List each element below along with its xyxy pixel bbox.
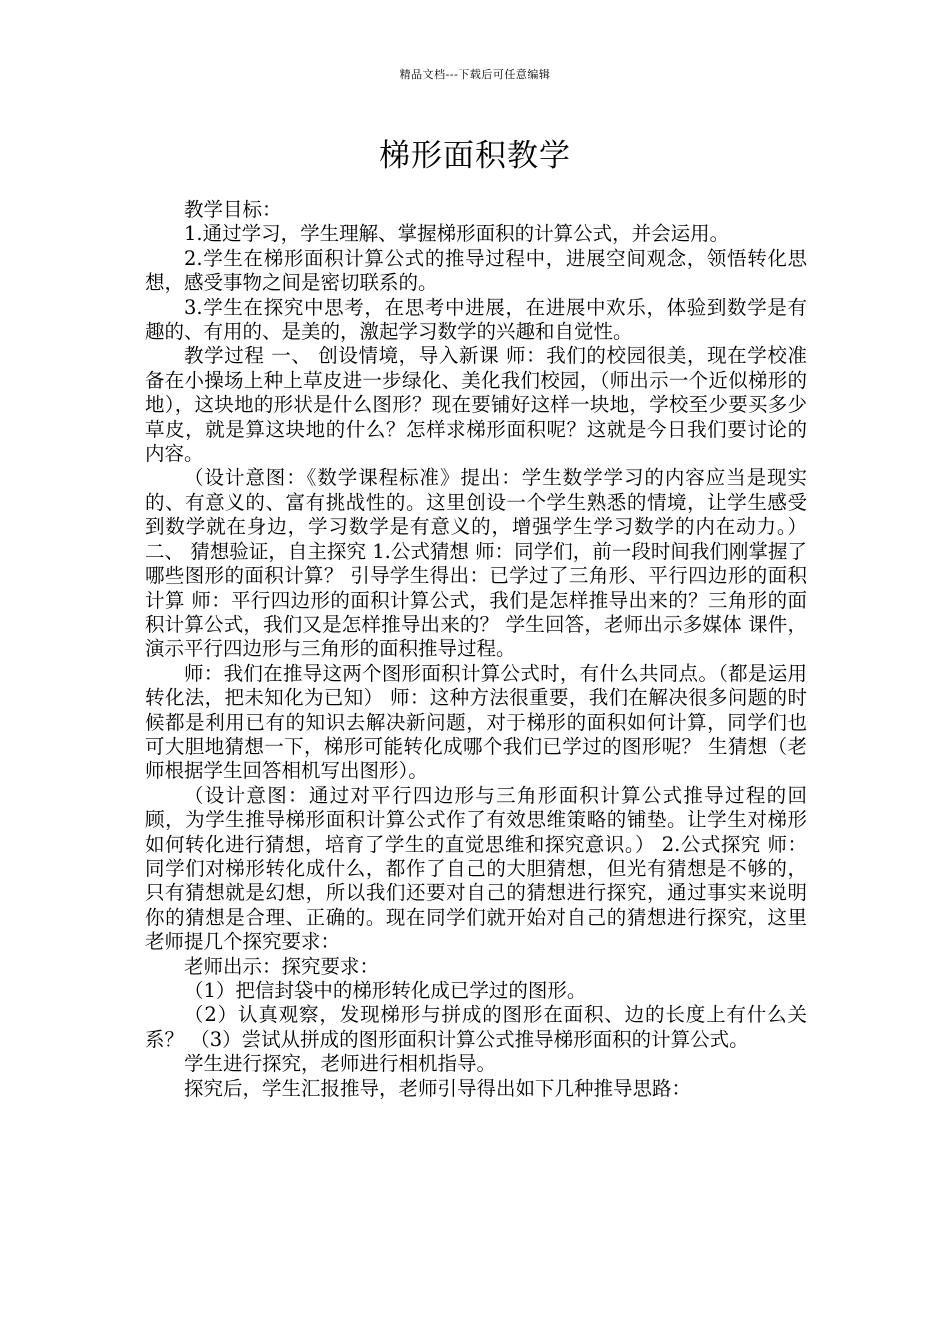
header-note: 精品文档---下载后可任意编辑 — [399, 68, 551, 81]
paragraph-after-exploration: 探究后，学生汇报推导，老师引导得出如下几种推导思路： — [184, 1076, 692, 1100]
paragraph-requirement-1: （1）把信封袋中的梯形转化成已学过的图形。 — [184, 979, 587, 1002]
paragraph-teaching-process: 教学过程 一、 创设情境，导入新课 师：我们的校园很美，现在学校准备在小操场上种上草皮进一步绿化、美化我们校园，（师出示一个近似梯形的地），这块地的形状是什么图形？现在要铺好这样一块地，学校至少要买多少草皮，就是算这块地的什么？怎样求梯形面积呢？这就是今日我们要讨论的内容。 — [145, 344, 807, 466]
paragraph-design-intent-2: （设计意图：通过对平行四边形与三角形面积计算公式推导过程的回顾，为学生推导梯形面积计算公式作了有效思维策略的铺垫。让学生对梯形如何转化进行猜想，培育了学生的直觉思维和探究意识。） 2.公式探究 师：同学们对梯形转化成什么，都作了自己的大胆猜想，但光有猜想是不够的，只有猜想就是幻想，所以我们还要对自己的猜想进行探究，通过事实来说明你的猜想是合理、正确的。现在同学们就开始对自己的猜想进行探究，这里老师提几个探究要求： — [145, 783, 807, 954]
paragraph-objective-1: 1.通过学习，学生理解、掌握梯形面积的计算公式，并会运用。 — [184, 222, 730, 246]
paragraph-requirement-2-3: （2）认真观察，发现梯形与拼成的图形在面积、边的长度上有什么关系？ （3）尝试从拼成的图形面积计算公式推导梯形面积的计算公式。 — [145, 1003, 807, 1051]
paragraph-objective-2: 2.学生在梯形面积计算公式的推导过程中，进展空间观念，领悟转化思想，感受事物之间是密切联系的。 — [145, 246, 807, 295]
paragraph-objectives-heading: 教学目标： — [184, 198, 282, 221]
paragraph-objective-3: 3.学生在探究中思考，在思考中进展，在进展中欢乐，体验到数学是有趣的、有用的、是美的，激起学习数学的兴趣和自觉性。 — [145, 295, 807, 344]
document-body — [145, 198, 807, 1101]
paragraph-design-intent-1: （设计意图：《数学课程标准》提出：学生数学学习的内容应当是现实的、有意义的、富有挑战性的。这里创设一个学生熟悉的情境，让学生感受到数学就在身边，学习数学是有意义的，增强学生学习数学的内在动力。） 二、 猜想验证，自主探究 1.公式猜想 师：同学们，前一段时间我们刚掌握了哪些图形的面积计算？ 引导学生得出：已学过了三角形、平行四边形的面积计算 师：平行四边形的面积计算公式，我们是怎样推导出来的？三角形的面积计算公式，我们又是怎样推导出来的？ 学生回答，老师出示多媒体 课件，演示平行四边形与三角形的面积推导过程。 — [145, 466, 807, 661]
paragraph-students-explore: 学生进行探究，老师进行相机指导。 — [184, 1052, 497, 1076]
paragraph-teacher-shows: 老师出示：探究要求： — [184, 954, 380, 978]
paragraph-teacher-question: 师：我们在推导这两个图形面积计算公式时，有什么共同点。（都是运用转化法，把未知化为已知） 师：这种方法很重要，我们在解决很多问题的时候都是利用已有的知识去解决新问题，对于梯形的面积如何计算，同学们也可大胆地猜想一下，梯形可能转化成哪个我们已学过的图形呢？ 生猜想（老师根据学生回答相机写出图形）。 — [145, 661, 807, 783]
document-title: 梯形面积教学 — [379, 138, 571, 174]
